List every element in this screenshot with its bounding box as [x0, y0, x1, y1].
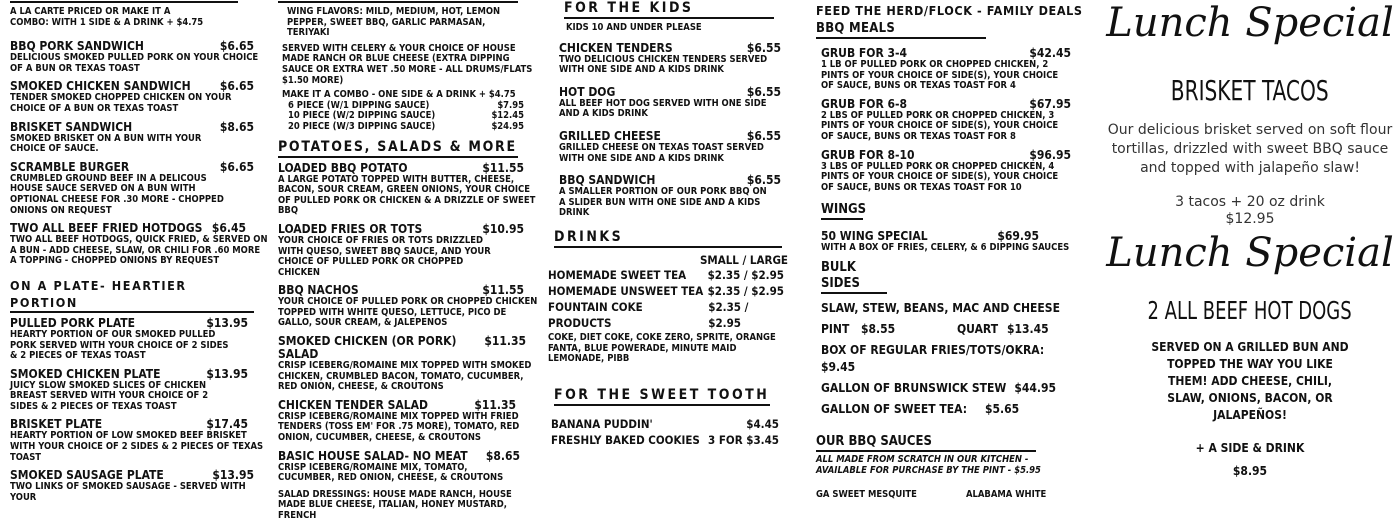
menu-item [278, 284, 540, 329]
drinks-size-header: SMALL / LARGE [699, 252, 788, 267]
item-desc: CRISP ICEBERG/ROMAINE MIX TOPPED WITH SMOKED CHICKEN, CRUMBLED BACON, TOMATO, CUCUMBER, RED ONION, CHEESE, & CROUTONS [278, 360, 532, 393]
sweets-list [551, 416, 779, 448]
item-desc: A SMALLER PORTION OF OUR PORK BBQ ON A SLIDER BUN WITH ONE SIDE AND A KIDS DRINK [559, 186, 767, 219]
sweet-row [551, 432, 779, 448]
menu-item [278, 335, 540, 393]
section-heading-potatoes: POTATOES, SALADS & MORE [278, 139, 518, 158]
sauce-row [816, 490, 1086, 501]
drink-row [548, 267, 784, 283]
drink-row [548, 283, 784, 299]
bulk-sides [821, 300, 1071, 418]
item-price: $69.95 [997, 229, 1039, 244]
item-desc: SMOKED BRISKET ON A BUN WITH YOUR CHOICE OF SAUCE. [10, 132, 202, 155]
sweet-name: BANANA PUDDIN' [551, 416, 653, 431]
item-price: $67.95 [1029, 96, 1071, 111]
wing-flavors: WING FLAVORS: MILD, MEDIUM, HOT, LEMON PEPPER, SWEET BBQ, GARLIC PARMASAN, TERIYAKI [287, 6, 501, 39]
item-name: SMOKED CHICKEN (OR PORK) SALAD [278, 334, 457, 362]
special-item-name: BRISKET TACOS [1171, 74, 1329, 107]
item-name: BBQ PORK SANDWICH [10, 39, 144, 54]
menu-column-kids-drinks [548, 0, 796, 500]
section-heading-wings: WINGS [821, 202, 863, 220]
item-name: GRUB FOR 8-10 [821, 147, 915, 162]
potato-salad-list [278, 162, 540, 522]
item-price: $6.55 [746, 173, 781, 188]
item-desc: CRISP ICEBERG/ROMAINE MIX, TOMATO, CUCUMBER, RED ONION, CHEESE, & CROUTONS [278, 461, 504, 484]
item-price: $17.45 [206, 417, 248, 432]
drink-name: HOMEMADE SWEET TEA [548, 267, 687, 282]
section-heading-bbq-meals: BBQ MEALS [816, 21, 986, 39]
family-meals-list [821, 47, 1071, 193]
menu-item [10, 121, 268, 155]
option-label: 10 PIECE (W/2 DIPPING SAUCE) [288, 110, 436, 122]
item-desc: CRISP ICEBERG/ROMAINE MIX TOPPED WITH FRIED TENDERS (TOSS EM' FOR .75 MORE), TOMATO, RED ONION, CUCUMBER, CHEESE, & CROUTONS [278, 410, 520, 444]
item-price: $11.35 [484, 334, 526, 349]
menu-item [821, 149, 1071, 194]
drink-name: FOUNTAIN COKE PRODUCTS [548, 299, 643, 330]
item-price: $44.95 [1014, 380, 1057, 395]
item-desc: 2 LBS OF PULLED PORK OR CHOPPED CHICKEN, 3 PINTS OF YOUR CHOICE OF SIDE(S), YOUR CHOICE OF SAUCE, BUNS OR TEXAS TOAST FOR 8 [821, 109, 1059, 142]
special-item-name: 2 ALL BEEF HOT DOGS [1147, 296, 1353, 325]
special-deal: + A SIDE & DRINK [1195, 441, 1305, 455]
sweet-row [551, 416, 779, 432]
salad-dressings: SALAD DRESSINGS: HOUSE MADE RANCH, HOUSE MADE BLUE CHEESE, ITALIAN, HONEY MUSTARD, FRENCH [278, 488, 512, 521]
sauce-name: ALABAMA WHITE [966, 488, 1047, 500]
special-description: Our delicious brisket served on soft flour tortillas, drizzled with sweet BBQ sauce and topped with jalapeño slaw! [1107, 122, 1393, 176]
special-description: SERVED ON A GRILLED BUN AND TOPPED THE WAY YOU LIKE THEM! ADD CHEESE, CHILI, SLAW, ONIONS, BACON, OR JALAPEÑOS! [1151, 340, 1349, 422]
item-name: GALLON OF BRUNSWICK STEW [821, 380, 1007, 395]
sweet-price: 3 FOR $3.45 [708, 432, 779, 447]
item-name: TWO ALL BEEF FRIED HOTDOGS [10, 221, 203, 236]
item-desc: HEARTY PORTION OF LOW SMOKED BEEF BRISKET WITH YOUR CHOICE OF 2 SIDES & 2 PIECES OF TEXAS TOAST [10, 430, 264, 463]
menu-item [278, 450, 540, 484]
size-label: PINT [821, 321, 850, 336]
drinks-note: COKE, DIET COKE, COKE ZERO, SPRITE, ORANGE FANTA, BLUE POWERADE, MINUTE MAID LEMONADE, PIBB [548, 331, 776, 365]
size-price: $13.45 [1007, 321, 1049, 336]
item-name: CHICKEN TENDERS [559, 40, 673, 55]
item-name: BBQ SANDWICH [559, 173, 656, 188]
bulk-items: SLAW, STEW, BEANS, MAC AND CHEESE [821, 300, 1060, 315]
menu-column-sandwiches [10, 0, 268, 503]
item-name: GRILLED CHEESE [559, 128, 661, 143]
section-heading-bulk: BULK SIDES [821, 260, 887, 294]
menu-item [10, 418, 268, 463]
item-name: HOT DOG [559, 84, 616, 99]
plate-list [10, 317, 268, 504]
item-desc: TWO ALL BEEF HOTDOGS, QUICK FRIED, & SERVED ON A BUN - ADD CHEESE, SLAW, OR CHILI FOR .60 MORE A TOPPING - CHOPPED ONIONS BY REQUEST [10, 234, 268, 267]
item-price: $8.65 [485, 448, 520, 463]
special-deal: 3 tacos + 20 oz drink [1175, 194, 1325, 210]
menu-item [278, 399, 540, 444]
menu-column-family-deals [816, 0, 1086, 500]
sauces-note: ALL MADE FROM SCRATCH IN OUR KITCHEN -AVAILABLE FOR PURCHASE BY THE PINT - $5.95 [816, 453, 1041, 476]
item-desc: 3 LBS OF PULLED PORK OR CHOPPED CHICKEN, 4 PINTS OF YOUR CHOICE OF SIDE(S), YOUR CHOICE OF SAUCE, BUNS OR TEXAS TOAST FOR 10 [821, 160, 1059, 193]
menu-item [821, 47, 1071, 92]
lunch-specials-column [1105, 0, 1395, 500]
sweet-price: $4.45 [746, 416, 779, 431]
gallon-stew-row [821, 380, 1071, 397]
special-price: $12.95 [1225, 211, 1275, 227]
menu-item [10, 222, 268, 267]
box-fries: BOX OF REGULAR FRIES/TOTS/OKRA: $9.45 [821, 342, 1045, 374]
item-price: $96.95 [1029, 147, 1071, 162]
option-row [288, 122, 524, 133]
special-title: Lunch Special [1106, 0, 1394, 46]
wing-options [288, 101, 524, 133]
menu-item [10, 161, 268, 216]
section-heading-family: FEED THE HERD/FLOCK - FAMILY DEALS [816, 3, 1083, 18]
drink-name: HOMEMADE UNSWEET TEA [548, 283, 704, 298]
item-desc: 1 LB OF PULLED PORK OR CHOPPED CHICKEN, 2 PINTS OF YOUR CHOICE OF SIDE(S), YOUR CHOICE OF SAUCE, BUNS OR TEXAS TOAST FOR 4 [821, 59, 1059, 92]
item-desc: GRILLED CHEESE ON TEXAS TOAST SERVED WITH ONE SIDE AND A KIDS DRINK [559, 141, 764, 164]
item-name: BASIC HOUSE SALAD- NO MEAT [278, 448, 468, 463]
item-name: BBQ NACHOS [278, 283, 359, 298]
menu-item [559, 42, 781, 76]
menu-item [278, 162, 540, 217]
item-name: 50 WING SPECIAL [821, 229, 928, 244]
option-price: $7.95 [497, 99, 524, 111]
drinks-list [548, 267, 784, 331]
item-desc: A LARGE POTATO TOPPED WITH BUTTER, CHEESE, BACON, SOUR CREAM, GREEN ONIONS, YOUR CHOICE OF PULLED PORK OR CHICKEN & A DRIZZLE OF SWEET BBQ [278, 173, 536, 217]
divider [10, 1, 238, 3]
bulk-size-row [821, 321, 1071, 338]
item-desc: TENDER SMOKED CHOPPED CHICKEN ON YOUR CHOICE OF A BUN OR TEXAS TOAST [10, 92, 232, 114]
item-name: BRISKET SANDWICH [10, 119, 133, 134]
menu-item [10, 368, 268, 413]
section-heading-sweets: FOR THE SWEET TOOTH [554, 387, 770, 406]
drink-price: $2.35 / $2.95 [707, 283, 784, 298]
item-price: $6.55 [746, 40, 781, 55]
option-price: $24.95 [491, 120, 524, 132]
menu-column-potatoes-salads [278, 0, 540, 521]
item-name: LOADED BBQ POTATO [278, 160, 408, 175]
menu-item [10, 317, 268, 362]
item-desc: TWO DELICIOUS CHICKEN TENDERS SERVED WITH ONE SIDE AND A KIDS DRINK [559, 53, 768, 76]
item-name: CHICKEN TENDER SALAD [278, 397, 428, 412]
item-desc: YOUR CHOICE OF PULLED PORK OR CHOPPED CHICKEN TOPPED WITH WHITE QUESO, LETTUCE, PICO DE GALLO, SOUR CREAM, & JALEPENOS [278, 296, 538, 329]
drink-price: $2.35 / $2.95 [708, 299, 749, 330]
item-price: $6.45 [211, 221, 246, 236]
item-name: GALLON OF SWEET TEA: [821, 401, 968, 416]
wing-special-desc: WITH A BOX OF FRIES, CELERY, & 6 DIPPING SAUCES [821, 242, 1070, 254]
item-name: GRUB FOR 6-8 [821, 96, 908, 111]
item-price: $8.65 [219, 119, 254, 134]
kids-note: KIDS 10 AND UNDER PLEASE [566, 22, 702, 33]
wing-note: SERVED WITH CELERY & YOUR CHOICE OF HOUSE MADE RANCH OR BLUE CHEESE (EXTRA DIPPING SAUCE OR EXTRA WET .50 MORE - ALL DRUMS/FLATS $1.50 MORE) [282, 42, 533, 86]
section-heading-drinks: DRINKS [554, 229, 782, 248]
menu-item [10, 80, 268, 114]
section-heading-kids: FOR THE KIDS [564, 0, 774, 19]
menu-item [10, 469, 268, 503]
item-price: $6.65 [219, 159, 254, 174]
item-name: GRUB FOR 3-4 [821, 46, 908, 60]
kids-list [559, 42, 781, 219]
item-name: PULLED PORK PLATE [10, 315, 136, 330]
gallon-tea-row [821, 401, 1071, 418]
section-heading-plates: ON A PLATE- HEARTIER PORTION [10, 277, 254, 313]
item-price: $13.95 [212, 468, 254, 483]
menu-item [278, 223, 540, 278]
menu-item [559, 174, 781, 219]
section-heading-sauces: OUR BBQ SAUCES [816, 434, 1036, 452]
item-price: $6.55 [746, 128, 781, 143]
item-price: $11.35 [474, 397, 516, 412]
menu-item [10, 40, 268, 74]
combo-note: A LA CARTE PRICED OR MAKE IT A COMBO: WITH 1 SIDE & A DRINK + $4.75 [10, 6, 204, 28]
item-price: $11.55 [482, 160, 524, 175]
menu-item [821, 98, 1071, 143]
item-name: SMOKED SAUSAGE PLATE [10, 468, 164, 483]
menu-item [559, 130, 781, 164]
size-price: $8.55 [861, 321, 896, 336]
item-desc: JUICY SLOW SMOKED SLICES OF CHICKEN BREAST SERVED WITH YOUR CHOICE OF 2 SIDES & 2 PIECES OF TEXAS TOAST [10, 379, 209, 412]
item-desc: CRUMBLED GROUND BEEF IN A DELICOUS HOUSE SAUCE SERVED ON A BUN WITH OPTIONAL CHEESE FOR .30 MORE - CHOPPED ONIONS ON REQUEST [10, 172, 224, 216]
size-label: QUART [957, 321, 999, 336]
item-price: $11.55 [482, 283, 524, 298]
item-price: $13.95 [206, 366, 248, 381]
item-price: $42.45 [1029, 46, 1071, 60]
sandwich-list [10, 40, 268, 267]
item-name: SMOKED CHICKEN PLATE [10, 366, 161, 381]
divider [278, 1, 518, 3]
item-name: BRISKET PLATE [10, 417, 103, 432]
item-price: $5.65 [985, 401, 1020, 416]
item-price: $6.65 [219, 79, 254, 94]
item-desc: TWO LINKS OF SMOKED SAUSAGE - SERVED WITH YOUR [10, 481, 246, 503]
item-desc: HEARTY PORTION OF OUR SMOKED PULLED PORK SERVED WITH YOUR CHOICE OF 2 SIDES & 2 PIECES OF TEXAS TOAST [10, 328, 229, 362]
special-price: $8.95 [1232, 464, 1268, 478]
item-desc: ALL BEEF HOT DOG SERVED WITH ONE SIDE AND A KIDS DRINK [559, 97, 767, 120]
item-price: $10.95 [482, 221, 524, 236]
option-label: 6 PIECE (W/1 DIPPING SAUCE) [288, 99, 430, 111]
menu-item [559, 86, 781, 120]
item-name: LOADED FRIES OR TOTS [278, 221, 423, 236]
combo-note: MAKE IT A COMBO - ONE SIDE & A DRINK + $4.75 [282, 89, 516, 101]
drink-price: $2.35 / $2.95 [707, 267, 784, 282]
item-name: SCRAMBLE BURGER [10, 159, 130, 174]
sauce-name: GA SWEET MESQUITE [816, 488, 917, 500]
item-price: $6.55 [746, 84, 781, 99]
special-title: Lunch Special [1106, 230, 1394, 276]
sweet-name: FRESHLY BAKED COOKIES [551, 432, 700, 447]
drink-row [548, 299, 784, 331]
item-desc: YOUR CHOICE OF FRIES OR TOTS DRIZZLED WITH QUESO, SWEET BBQ SAUCE, AND YOUR CHOICE OF PULLED PORK OR CHOPPED CHICKEN [278, 234, 491, 278]
option-label: 20 PIECE (W/3 DIPPING SAUCE) [288, 120, 436, 132]
item-name: SMOKED CHICKEN SANDWICH [10, 79, 191, 94]
item-price: $13.95 [206, 315, 248, 330]
item-price: $6.65 [219, 39, 254, 54]
option-price: $12.45 [491, 110, 524, 122]
item-desc: DELICIOUS SMOKED PULLED PORK ON YOUR CHOICE OF A BUN OR TEXAS TOAST [10, 52, 259, 74]
